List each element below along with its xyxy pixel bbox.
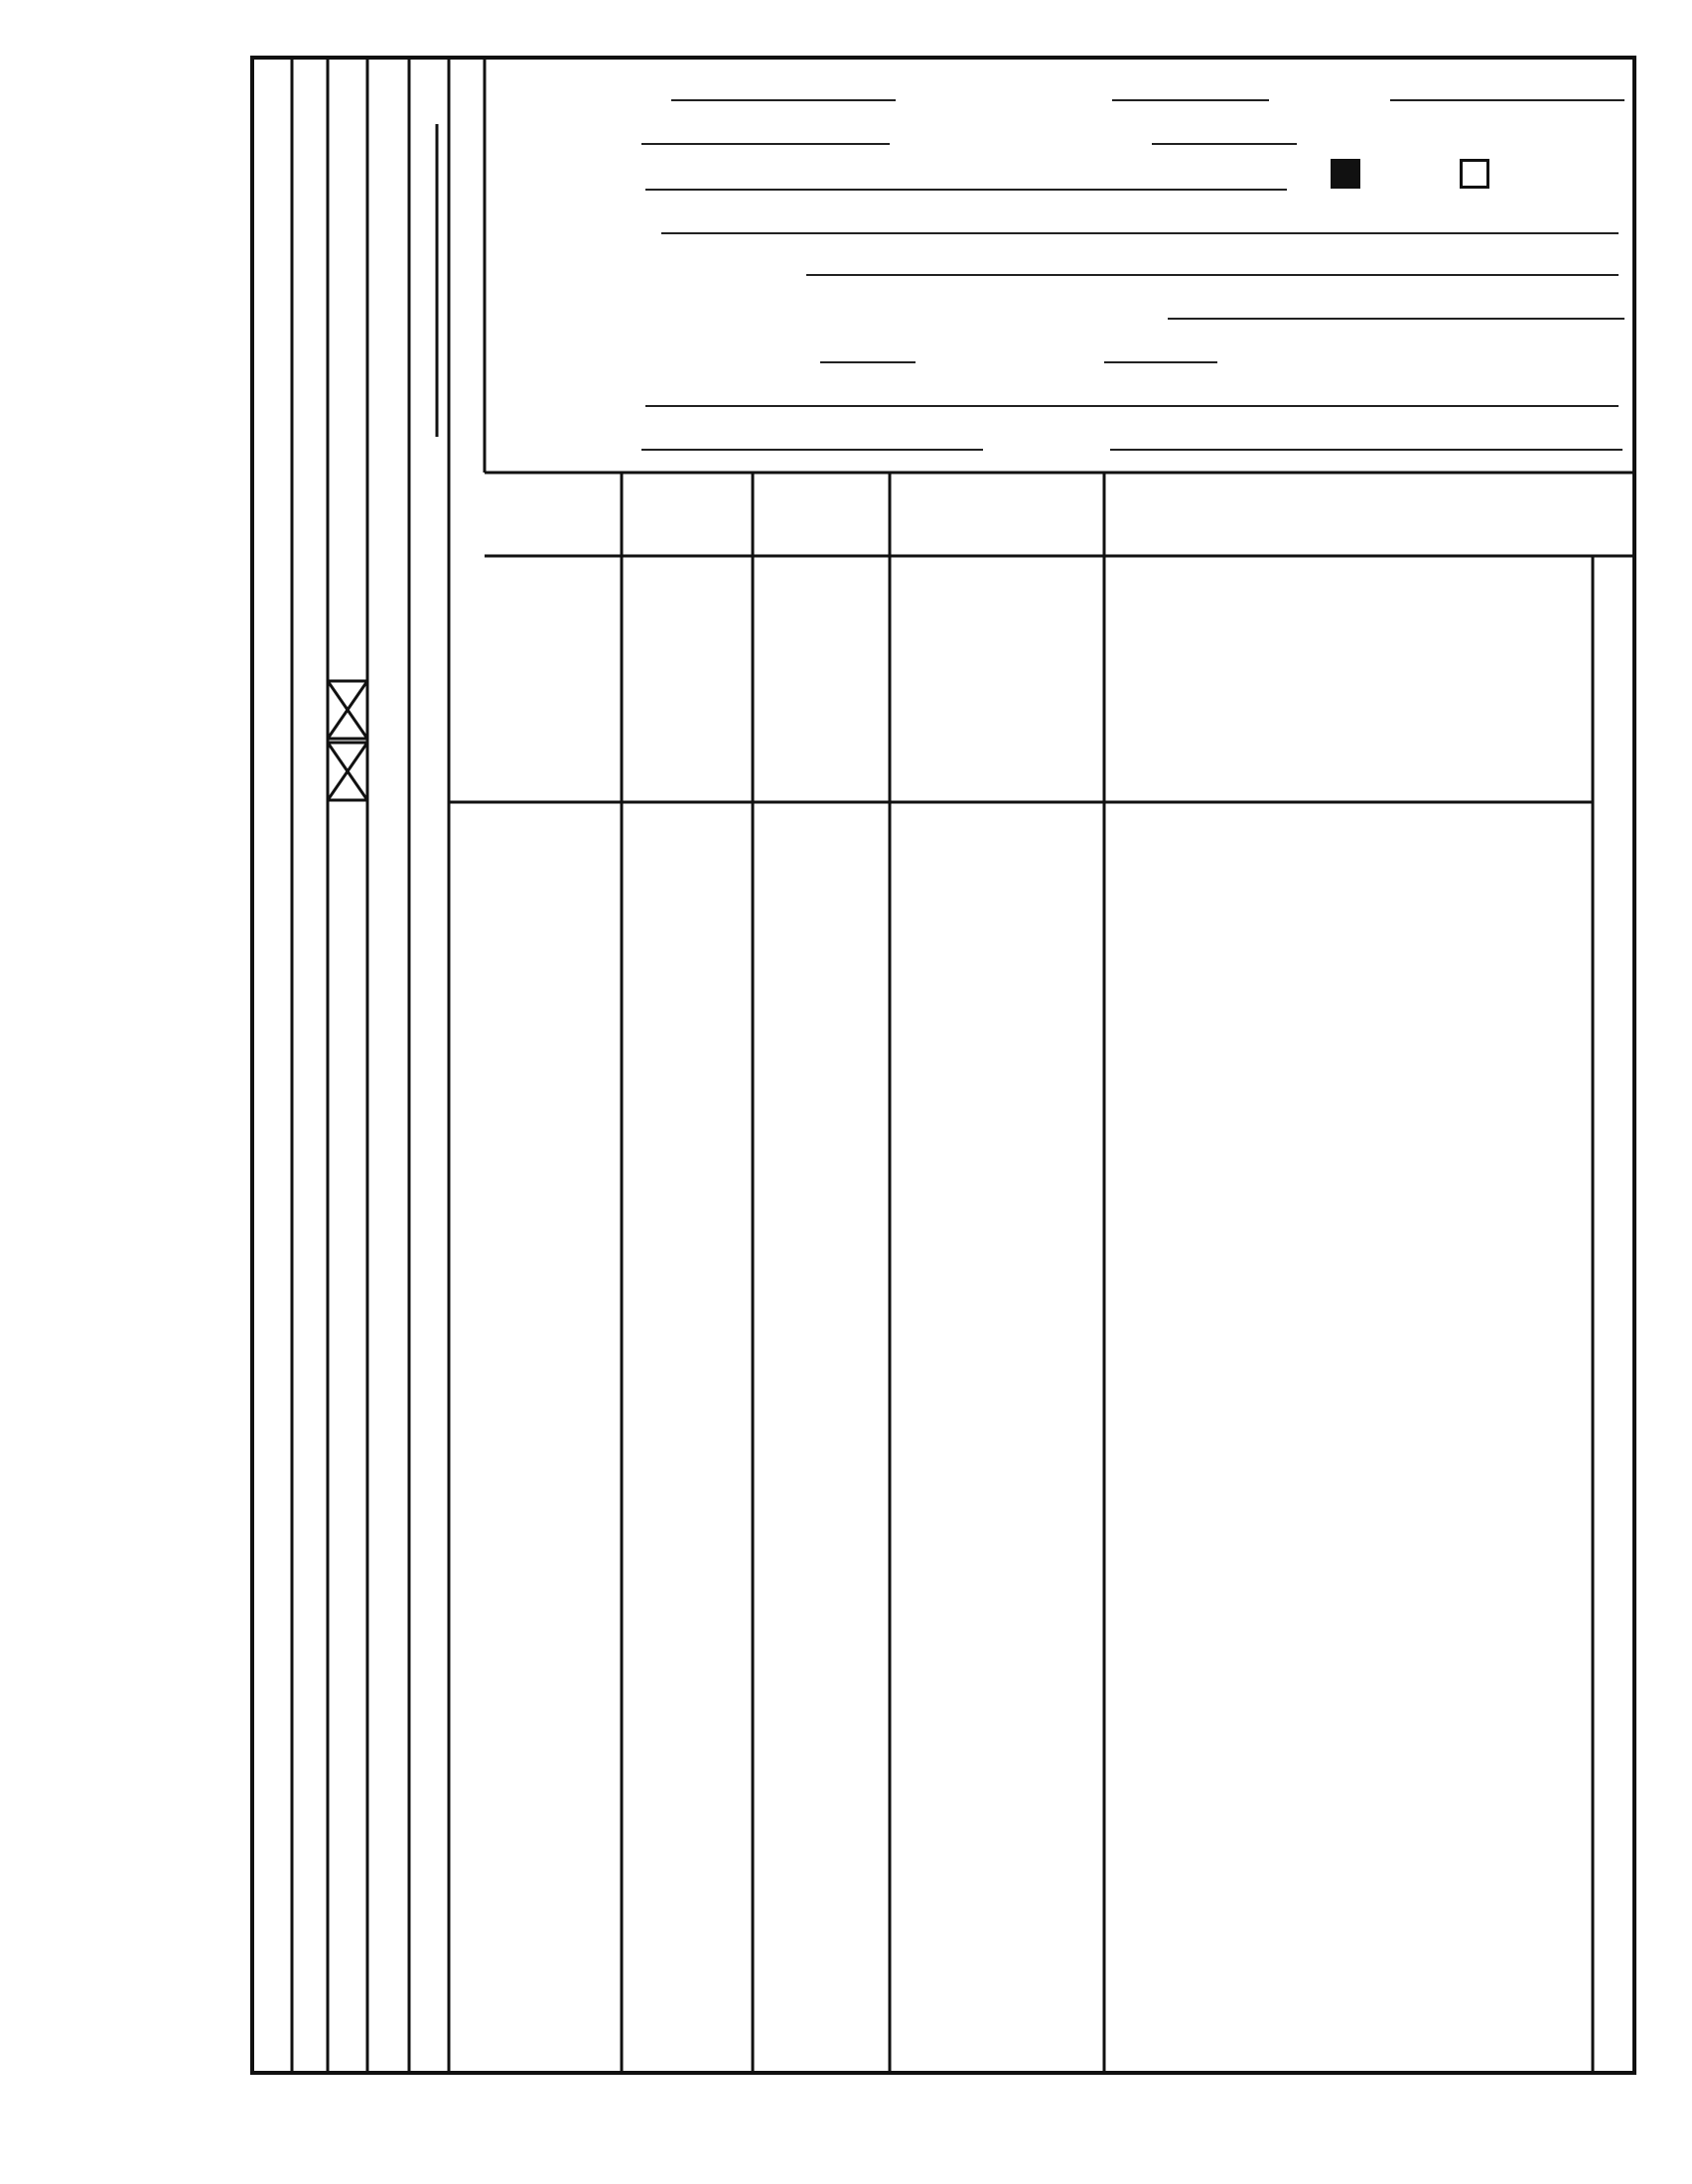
tube-6in-checkbox: [1460, 159, 1489, 189]
tube-3in-checkbox: [1331, 159, 1360, 189]
